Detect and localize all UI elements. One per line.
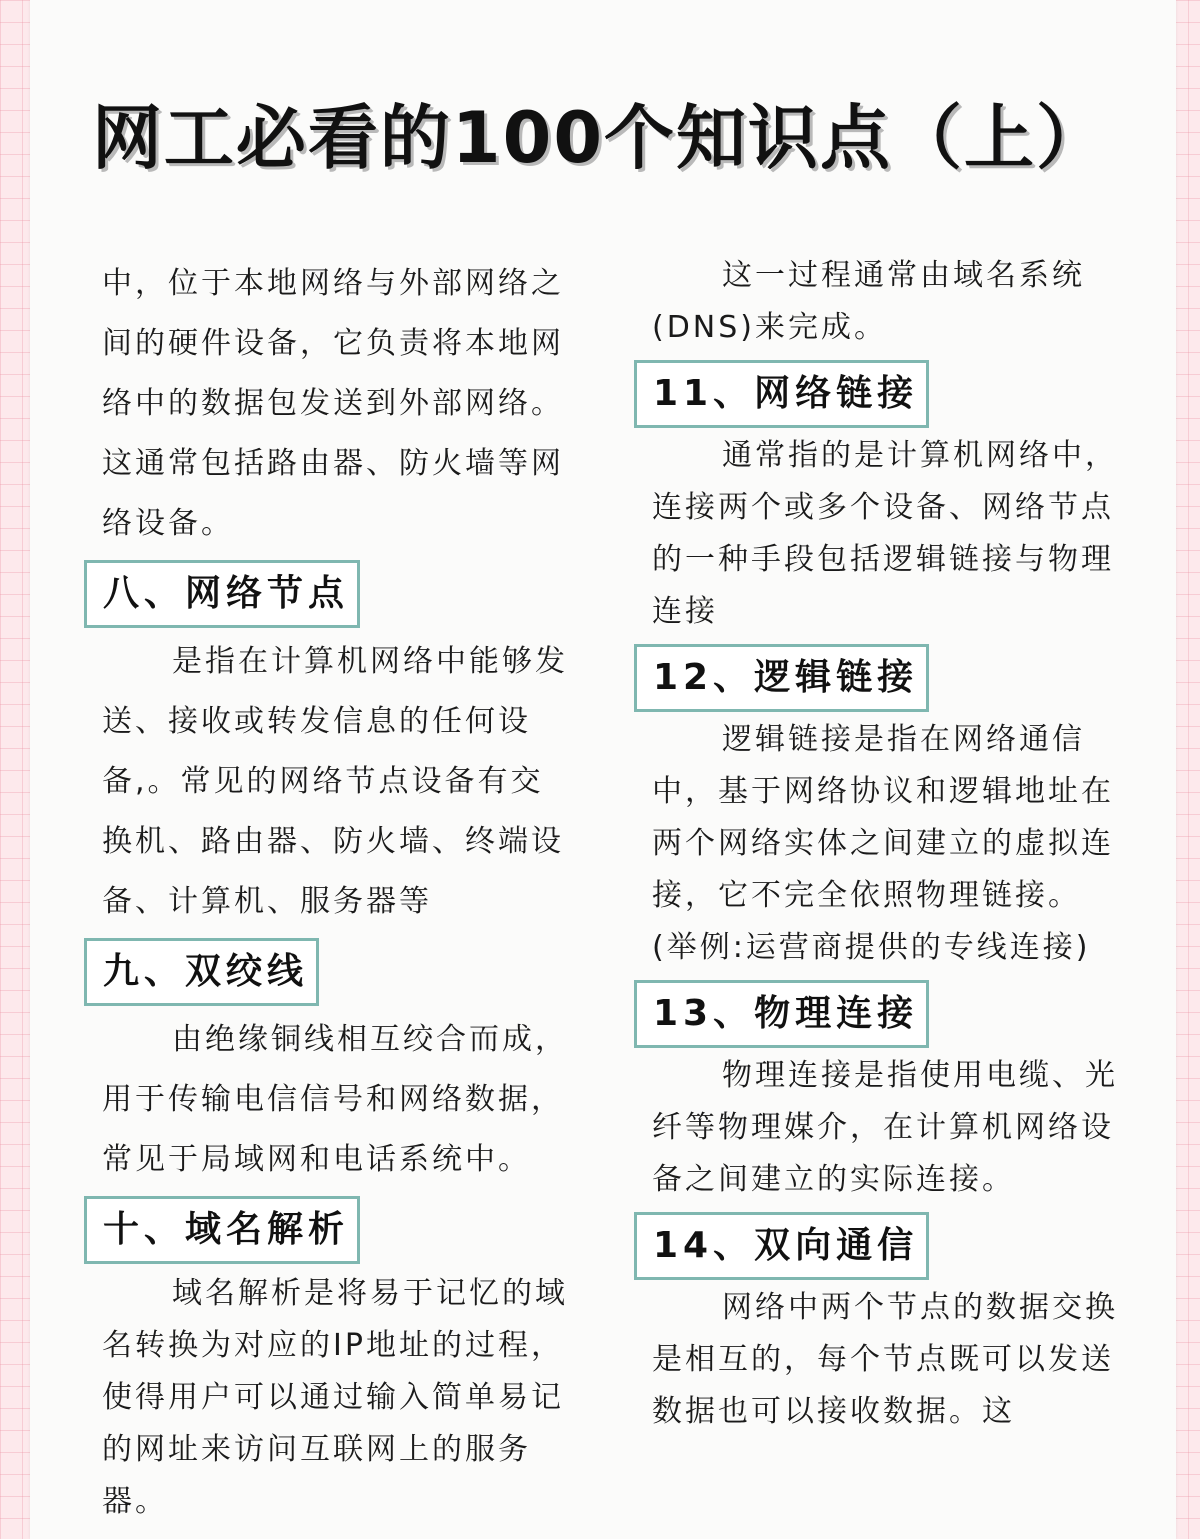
section-heading-dns-resolution: 十、域名解析: [84, 1196, 360, 1264]
section-body-network-link: 通常指的是计算机网络中，连接两个或多个设备、网络节点的一种手段包括逻辑链接与物理连接: [652, 438, 1118, 629]
section-body-dns-resolution: 域名解析是将易于记忆的域名转换为对应的IP地址的过程，使得用户可以通过输入简单易记的网址来访问互联网上的服务器。: [102, 1276, 568, 1519]
section-body-physical-connection: 物理连接是指使用电缆、光纤等物理媒介，在计算机网络设备之间建立的实际连接。: [652, 1058, 1118, 1197]
section-body-network-node: 是指在计算机网络中能够发送、接收或转发信息的任何设备,。常见的网络节点设备有交换机、路由器、防火墙、终端设备、计算机、服务器等: [102, 644, 568, 919]
right-intro-paragraph: 这一过程通常由域名系统(DNS)来完成。: [652, 258, 1085, 345]
section-heading-twisted-pair: 九、双绞线: [84, 938, 319, 1006]
section-heading-logical-link: 12、逻辑链接: [634, 644, 929, 712]
section-heading-physical-connection: 13、物理连接: [634, 980, 929, 1048]
right-column: [652, 250, 1152, 1438]
page-title: 网工必看的100个知识点（上）: [91, 97, 1109, 179]
section-heading-duplex-communication: 14、双向通信: [634, 1212, 929, 1280]
section-body-duplex-communication: 网络中两个节点的数据交换是相互的，每个节点既可以发送数据也可以接收数据。这: [652, 1290, 1118, 1429]
section-heading-network-node: 八、网络节点: [84, 560, 360, 628]
section-body-twisted-pair: 由绝缘铜线相互绞合而成，用于传输电信信号和网络数据，常见于局域网和电话系统中。: [102, 1022, 568, 1177]
section-heading-network-link: 11、网络链接: [634, 360, 929, 428]
left-column: [102, 254, 592, 1528]
left-intro-paragraph: 中，位于本地网络与外部网络之间的硬件设备，它负责将本地网络中的数据包发送到外部网络。这通常包括路由器、防火墙等网络设备。: [102, 266, 564, 541]
section-body-logical-link: 逻辑链接是指在网络通信中，基于网络协议和逻辑地址在两个网络实体之间建立的虚拟连接，它不完全依照物理链接。(举例:运营商提供的专线连接): [652, 722, 1114, 965]
